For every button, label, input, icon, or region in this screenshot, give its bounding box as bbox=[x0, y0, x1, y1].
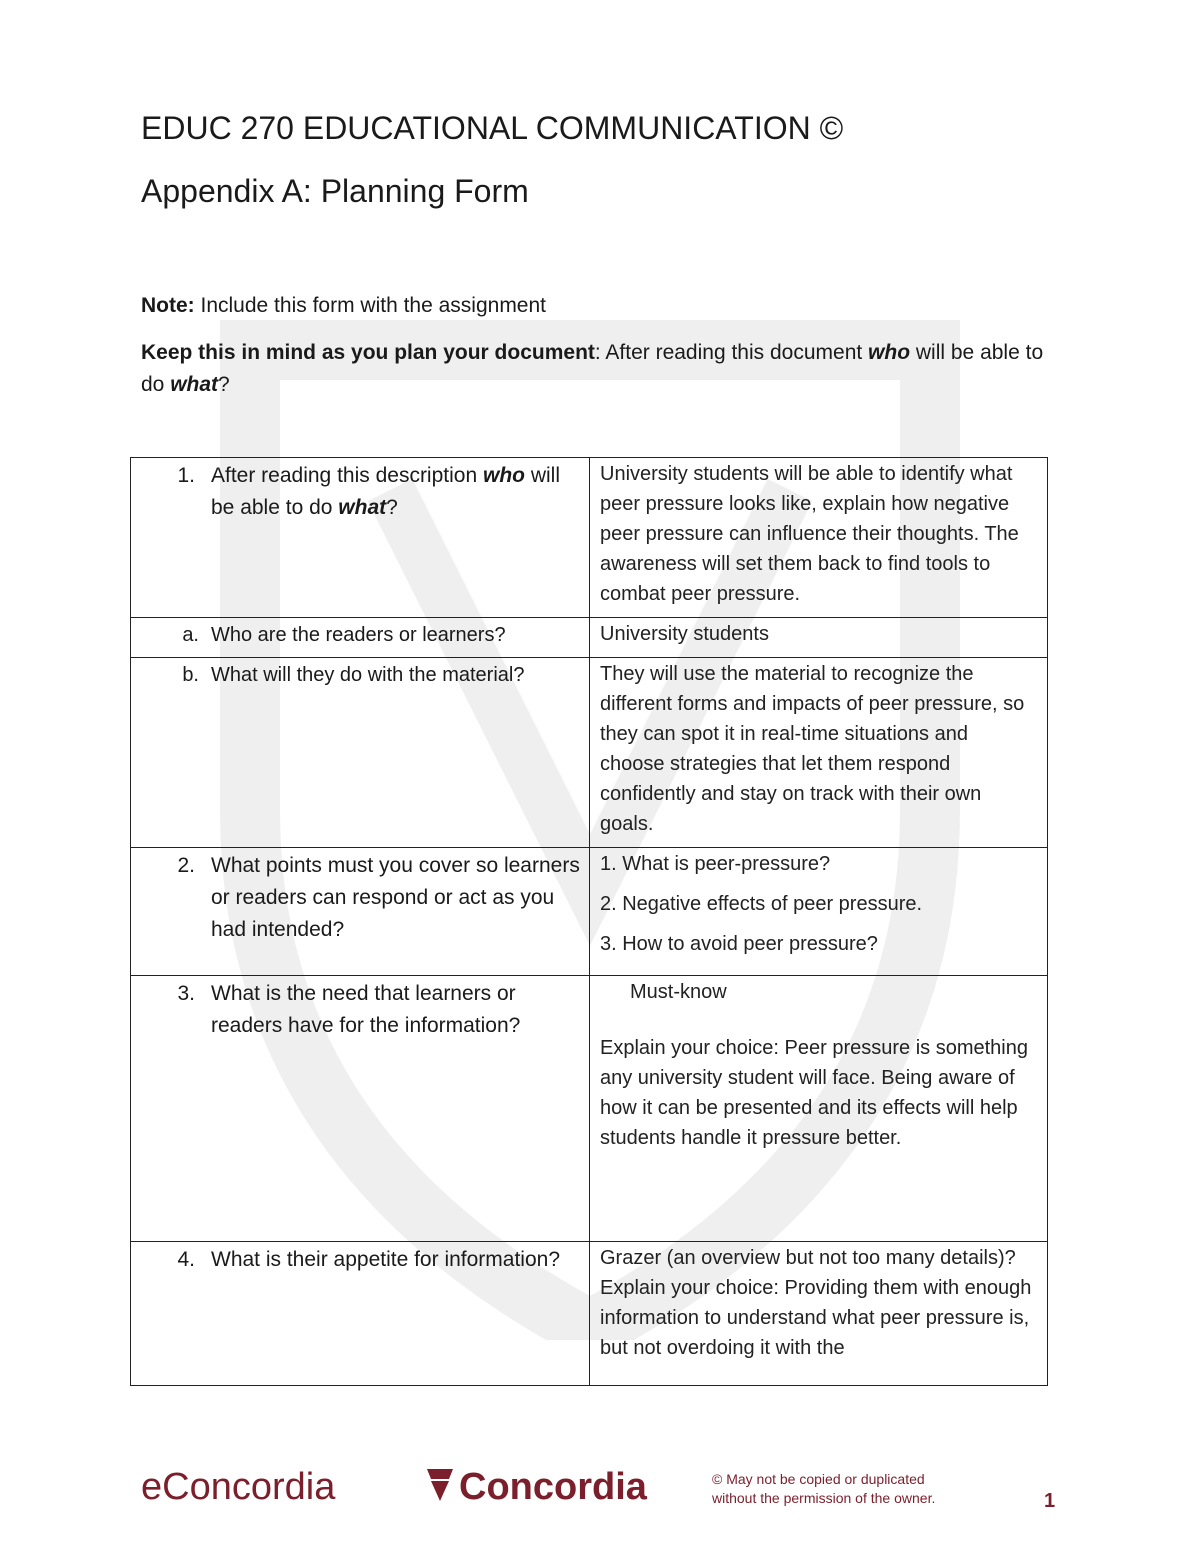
copyright-line: without the permission of the owner. bbox=[712, 1490, 936, 1506]
point-item: 1. What is peer-pressure? bbox=[600, 853, 831, 875]
answer-cell bbox=[590, 976, 1048, 1242]
page-subtitle: Appendix A: Planning Form bbox=[141, 173, 529, 209]
question-cell bbox=[131, 848, 590, 976]
q-part: ? bbox=[386, 496, 398, 519]
keep-text-1: : After reading this document bbox=[594, 341, 869, 364]
choice-label: Grazer (an overview but not too many details)? bbox=[600, 1247, 1016, 1269]
concordia-logo bbox=[425, 1466, 647, 1509]
question-number: b. bbox=[182, 664, 199, 686]
question-text: Who are the readers or learners? bbox=[211, 624, 506, 646]
explanation-text: Explain your choice: Providing them with enough information to understand what peer pressure is, but not overdoing it with the bbox=[600, 1277, 1032, 1359]
question-text: What is their appetite for information? bbox=[211, 1248, 561, 1271]
point-item: 2. Negative effects of peer pressure. bbox=[600, 893, 923, 915]
question-number: 3. bbox=[177, 982, 195, 1005]
keep-text-2: will be able to do bbox=[141, 341, 1044, 396]
keep-who: who bbox=[868, 341, 911, 364]
table-row bbox=[131, 618, 1048, 658]
question-number: a. bbox=[182, 624, 199, 646]
question-cell bbox=[131, 458, 590, 618]
question-number: 1. bbox=[177, 464, 195, 487]
explanation-text: Explain your choice: Peer pressure is something any university student will face. Being aware of how it can be presented and its effects will help students handle it pressure better. bbox=[600, 1037, 1028, 1149]
note-line bbox=[141, 294, 546, 318]
note-text: Include this form with the assignment bbox=[194, 294, 547, 317]
question-text: What points must you cover so learners or readers can respond or act as you had intended? bbox=[211, 854, 580, 941]
table-row bbox=[131, 658, 1048, 848]
question-cell bbox=[131, 658, 590, 848]
answer-cell bbox=[590, 848, 1048, 976]
question-number: 4. bbox=[177, 1248, 195, 1271]
table-row bbox=[131, 458, 1048, 618]
keep-in-mind bbox=[141, 337, 1061, 401]
keep-bold: Keep this in mind as you plan your document bbox=[141, 341, 595, 364]
planning-form-table bbox=[130, 457, 1048, 1386]
q-what: what bbox=[338, 496, 387, 519]
page-title: EDUC 270 EDUCATIONAL COMMUNICATION © bbox=[141, 110, 844, 146]
point-item: 3. How to avoid peer pressure? bbox=[600, 933, 878, 955]
table-row bbox=[131, 976, 1048, 1242]
question-text: What is the need that learners or readers have for the information? bbox=[211, 982, 521, 1037]
answer-cell: University students bbox=[590, 618, 1048, 658]
q-part: will be able to do bbox=[211, 464, 560, 519]
copyright-notice bbox=[712, 1470, 935, 1508]
question-cell bbox=[131, 1242, 590, 1386]
question-text: What will they do with the material? bbox=[211, 664, 525, 686]
keep-text-3: ? bbox=[218, 373, 230, 396]
table-row bbox=[131, 1242, 1048, 1386]
logo-text: Concordia bbox=[459, 1466, 647, 1508]
choice-label: Must-know bbox=[630, 981, 727, 1003]
q-part: After reading this description bbox=[211, 464, 483, 487]
q-who: who bbox=[482, 464, 525, 487]
answer-cell: They will use the material to recognize the different forms and impacts of peer pressure, so they can spot it in real-time situations and choose strategies that let them respond confidently and stay on track with their own goals. bbox=[590, 658, 1048, 848]
question-number: 2. bbox=[177, 854, 195, 877]
question-cell bbox=[131, 618, 590, 658]
page-number: 1 bbox=[1044, 1490, 1056, 1512]
note-label: Note: bbox=[141, 294, 195, 317]
answer-cell: University students will be able to identify what peer pressure looks like, explain how negative peer pressure can influence their thoughts. The awareness will set them back to find tools to combat peer pressure. bbox=[590, 458, 1048, 618]
copyright-line: © May not be copied or duplicated bbox=[712, 1471, 925, 1487]
question-cell bbox=[131, 976, 590, 1242]
table-row bbox=[131, 848, 1048, 976]
econcordia-logo bbox=[141, 1466, 335, 1509]
logo-text: eConcordia bbox=[141, 1466, 336, 1508]
question-text bbox=[211, 460, 581, 524]
keep-what: what bbox=[170, 373, 219, 396]
answer-cell bbox=[590, 1242, 1048, 1386]
concordia-crest-icon bbox=[425, 1467, 455, 1503]
